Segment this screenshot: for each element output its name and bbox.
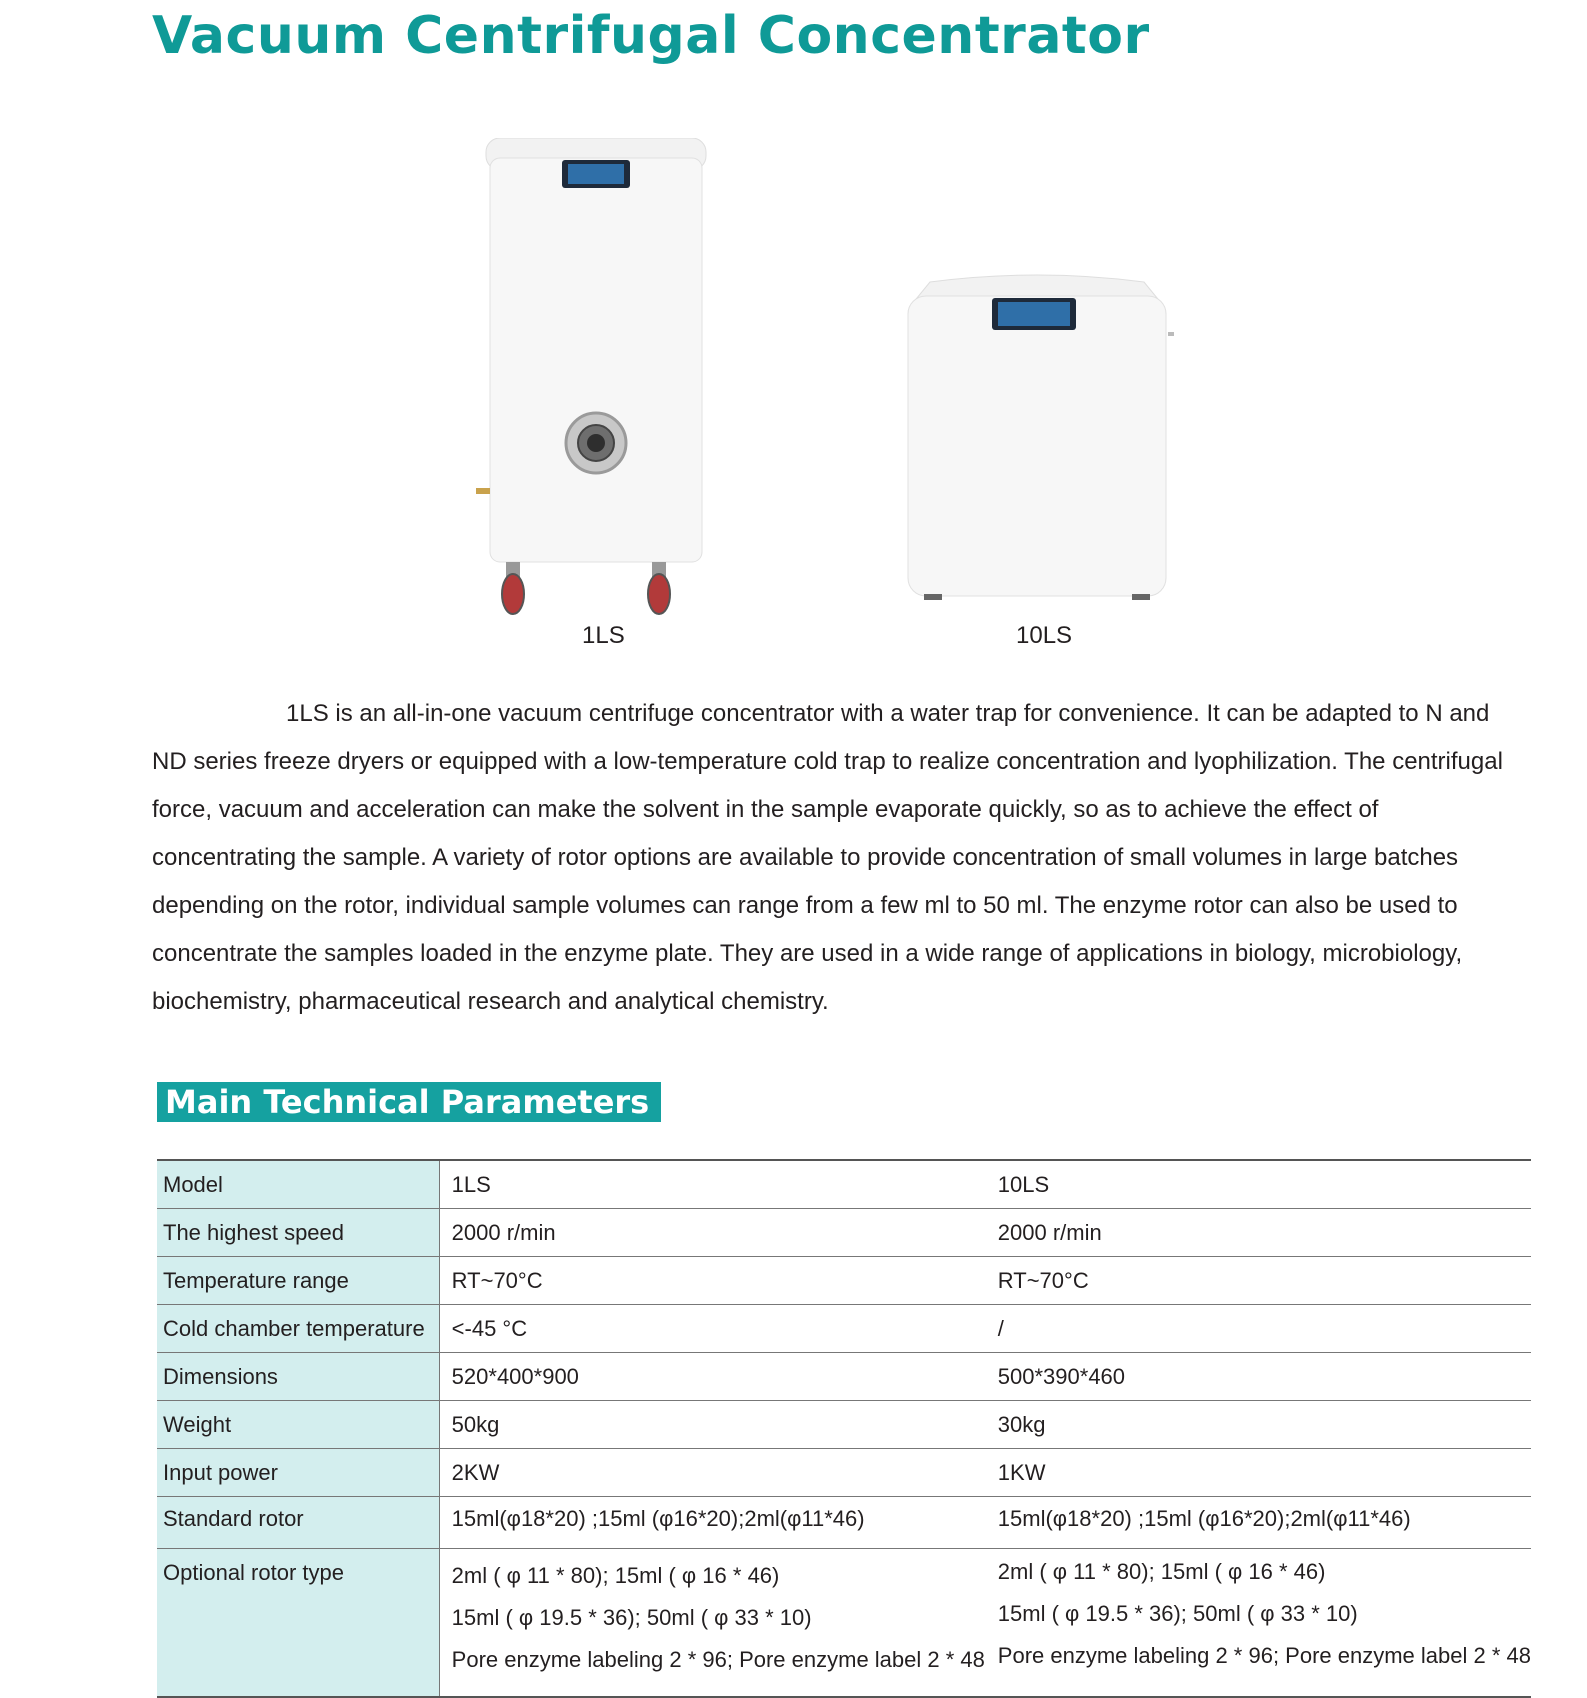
product-image-1ls (470, 138, 730, 628)
value-1ls: 520*400*900 (439, 1352, 998, 1400)
value-10ls: RT~70°C (998, 1256, 1531, 1304)
table-row (157, 1352, 1531, 1400)
value-1ls: RT~70°C (439, 1256, 998, 1304)
spec-table (157, 1159, 1531, 1698)
param-label: Weight (157, 1400, 439, 1448)
param-label: Dimensions (157, 1352, 439, 1400)
param-label: Input power (157, 1448, 439, 1496)
table-row (157, 1160, 1531, 1208)
value-1ls (439, 1548, 998, 1697)
rotor-option-line: 2ml ( φ 11 * 80); 15ml ( φ 16 * 46) (997, 1558, 1326, 1584)
value-10ls: 1KW (998, 1448, 1531, 1496)
table-row (157, 1448, 1531, 1496)
param-label: Standard rotor (157, 1496, 439, 1548)
page-title: Vacuum Centrifugal Concentrator (152, 6, 1150, 66)
product-caption-10ls: 10LS (1016, 622, 1073, 649)
param-label: Optional rotor type (157, 1548, 439, 1697)
rotor-option-line: 15ml ( φ 19.5 * 36); 50ml ( φ 33 * 10) (451, 1604, 812, 1630)
table-row (157, 1256, 1531, 1304)
value-1ls: 2000 r/min (439, 1208, 998, 1256)
value-1ls: 2KW (439, 1448, 998, 1496)
value-1ls: 15ml(φ18*20) ;15ml (φ16*20);2ml(φ11*46) (439, 1496, 998, 1548)
value-10ls: 10LS (998, 1160, 1531, 1208)
table-row (157, 1496, 1531, 1548)
table-row (157, 1400, 1531, 1448)
rotor-option-line: Pore enzyme labeling 2 * 96; Pore enzyme label 2 * 48 (451, 1646, 985, 1672)
product-caption-1ls: 1LS (582, 622, 625, 649)
value-10ls: 15ml(φ18*20) ;15ml (φ16*20);2ml(φ11*46) (998, 1496, 1531, 1548)
value-1ls: 1LS (439, 1160, 998, 1208)
param-label: The highest speed (157, 1208, 439, 1256)
value-10ls: 30kg (998, 1400, 1531, 1448)
table-row (157, 1304, 1531, 1352)
section-header: Main Technical Parameters (157, 1082, 661, 1122)
value-10ls (998, 1548, 1531, 1697)
param-label: Model (157, 1160, 439, 1208)
value-10ls: 2000 r/min (998, 1208, 1531, 1256)
product-image-10ls (900, 274, 1175, 608)
value-1ls: <-45 °C (439, 1304, 998, 1352)
table-row (157, 1548, 1531, 1697)
rotor-option-line: 15ml ( φ 19.5 * 36); 50ml ( φ 33 * 10) (997, 1600, 1358, 1626)
value-1ls: 50kg (439, 1400, 998, 1448)
product-description: 1LS is an all-in-one vacuum centrifuge concentrator with a water trap for convenience. It can be adapted to N and ND series freeze dryers or equipped with a low-temperature cold trap to realize concentration and lyophilization. The centrifugal force, vacuum and acceleration can make the solvent in the sample evaporate quickly, so as to achieve the effect of concentrating the sample. A variety of rotor options are available to provide concentration of small volumes in large batches depending on the rotor, individual sample volumes can range from a few ml to 50 ml. The enzyme rotor can also be used to concentrate the samples loaded in the enzyme plate. They are used in a wide range of applications in biology, microbiology, biochemistry, pharmaceutical research and analytical chemistry. (152, 700, 1503, 1015)
rotor-option-line: 2ml ( φ 11 * 80); 15ml ( φ 16 * 46) (451, 1562, 780, 1588)
param-label: Temperature range (157, 1256, 439, 1304)
value-10ls: / (998, 1304, 1531, 1352)
param-label: Cold chamber temperature (157, 1304, 439, 1352)
value-10ls: 500*390*460 (998, 1352, 1531, 1400)
rotor-option-line: Pore enzyme labeling 2 * 96; Pore enzyme label 2 * 48 (997, 1642, 1531, 1668)
table-row (157, 1208, 1531, 1256)
